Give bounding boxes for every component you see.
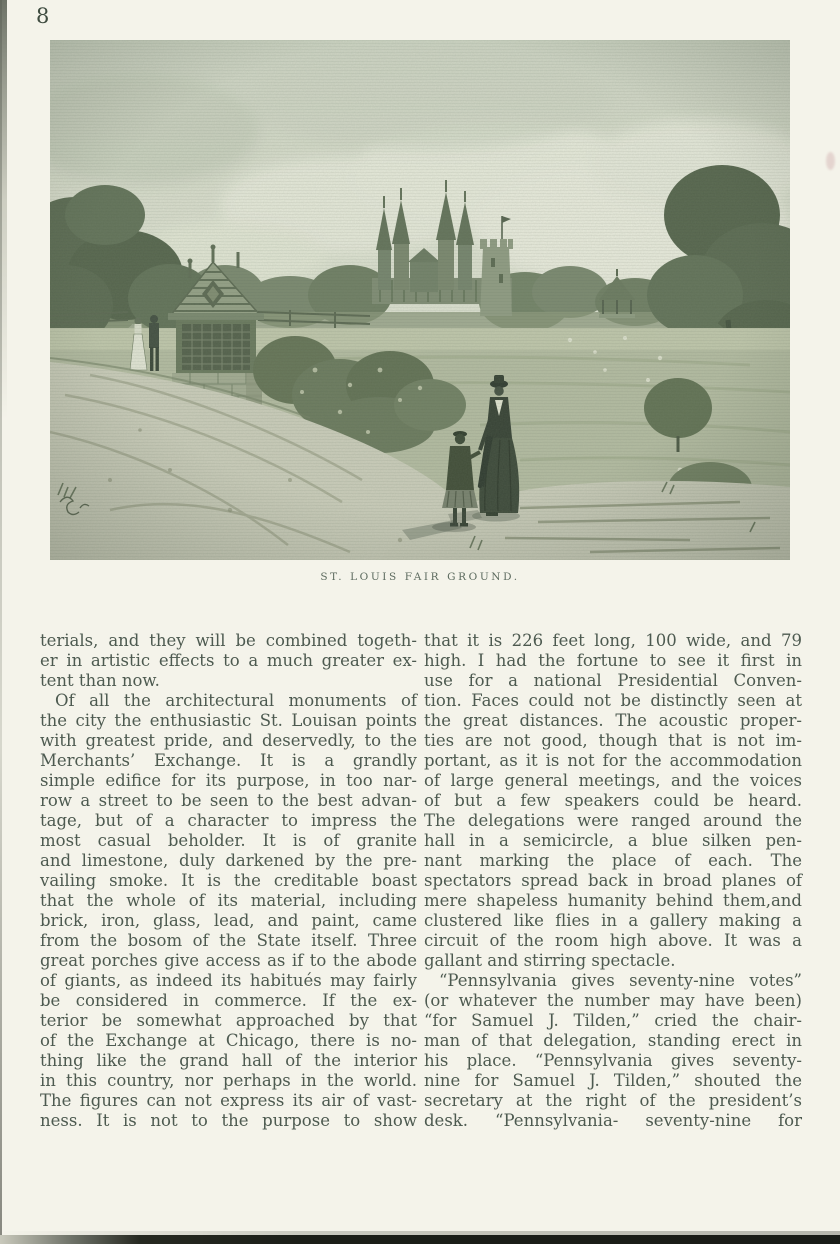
text-line: great porches give access as if to the abode [40, 951, 417, 970]
text-line: tage, but of a character to impress the [40, 811, 417, 830]
book-bottom-edge [0, 1235, 840, 1244]
text-line: hall in a semicircle, a blue silken pen- [424, 831, 802, 850]
text-line: tent than now. [40, 671, 160, 690]
text-line: er in artistic effects to a much greater ex- [40, 651, 417, 670]
text-line: that the whole of its material, including [40, 891, 417, 910]
text-line: row a street to be seen to the best advan- [40, 791, 417, 810]
page-number: 8 [36, 4, 50, 28]
text-line: mere shapeless humanity behind them,and [424, 891, 802, 910]
vignette [50, 40, 790, 560]
text-line: in this country, nor perhaps in the world. [40, 1071, 417, 1090]
text-line: ties are not good, though that is not im- [424, 731, 802, 750]
text-line: the city the enthusiastic St. Louisan points [40, 711, 417, 730]
text-line: gallant and stirring spectacle. [424, 951, 676, 970]
text-line: (or whatever the number may have been) [424, 991, 802, 1010]
text-line: thing like the grand hall of the interior [40, 1051, 417, 1070]
text-line: nine for Samuel J. Tilden,” shouted the [424, 1071, 802, 1090]
text-line: terior be somewhat approached by that [40, 1011, 417, 1030]
text-line: use for a national Presidential Conven- [424, 671, 802, 690]
text-line: vailing smoke. It is the creditable boast [40, 871, 417, 890]
left-text-column [40, 631, 417, 1131]
text-line: from the bosom of the State itself. Three [40, 931, 417, 950]
right-text-column [424, 631, 802, 1131]
engraving-illustration [50, 40, 790, 560]
page-left-edge [0, 0, 2, 1244]
text-line: clustered like flies in a gallery making a [424, 911, 802, 930]
text-line: Merchants’ Exchange. It is a grandly [40, 751, 417, 770]
text-line: “Pennsylvania gives seventy-nine votes” [439, 971, 802, 990]
text-line: of large general meetings, and the voices [424, 771, 802, 790]
illustration-caption: ST. LOUIS FAIR GROUND. [320, 571, 520, 583]
text-line: high. I had the fortune to see it first in [424, 651, 802, 670]
text-line: of the Exchange at Chicago, there is no- [40, 1031, 417, 1050]
text-line: brick, iron, glass, lead, and paint, came [40, 911, 417, 930]
text-line: with greatest pride, and deservedly, to the [40, 731, 417, 750]
page-edge-mark [826, 152, 835, 170]
text-line: secretary at the right of the president’s [424, 1091, 802, 1110]
text-line: man of that delegation, standing erect in [424, 1031, 802, 1050]
text-line: the great distances. The acoustic proper- [424, 711, 802, 730]
text-line: terials, and they will be combined togeth- [40, 631, 417, 650]
text-line: of giants, as indeed its habitués may fairly [40, 971, 417, 990]
text-line: and limestone, duly darkened by the pre- [40, 851, 417, 870]
text-line: The figures can not express its air of vast- [40, 1091, 417, 1110]
text-line: simple edifice for its purpose, in too nar- [40, 771, 417, 790]
text-line: most casual beholder. It is of granite [40, 831, 417, 850]
text-line: be considered in commerce. If the ex- [40, 991, 417, 1010]
text-line: desk. “Pennsylvania- seventy-nine for [424, 1111, 802, 1130]
text-line: his place. “Pennsylvania gives seventy- [424, 1051, 802, 1070]
text-line: “for Samuel J. Tilden,” cried the chair- [424, 1011, 802, 1030]
text-line: The delegations were ranged around the [424, 811, 802, 830]
text-line: portant, as it is not for the accommodation [424, 751, 802, 770]
text-line: of but a few speakers could be heard. [424, 791, 802, 810]
text-line: Of all the architectural monuments of [55, 691, 417, 710]
text-line: circuit of the room high above. It was a [424, 931, 802, 950]
fair-ground-engraving [50, 40, 790, 560]
text-line: spectators spread back in broad planes of [424, 871, 802, 890]
text-line: tion. Faces could not be distinctly seen at [424, 691, 802, 710]
text-line: ness. It is not to the purpose to show [40, 1111, 417, 1130]
text-line: that it is 226 feet long, 100 wide, and 79 [424, 631, 802, 650]
text-line: nant marking the place of each. The [424, 851, 802, 870]
